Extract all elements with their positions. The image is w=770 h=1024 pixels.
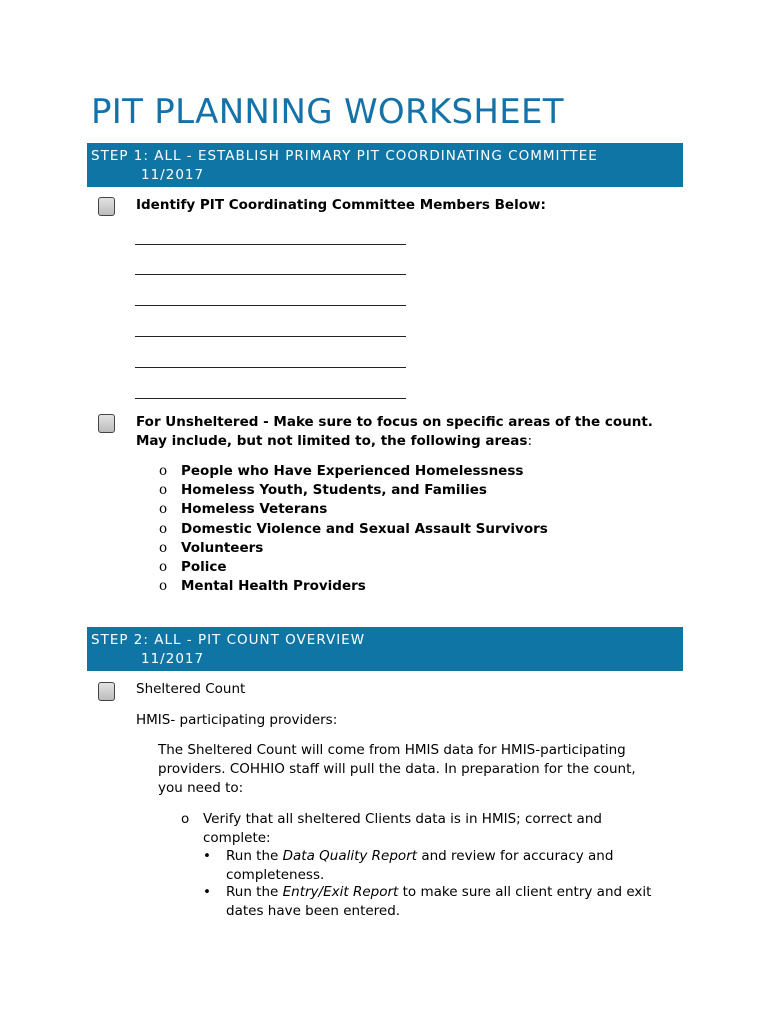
- data-quality-item: • Run the Data Quality Report and review for accuracy and completeness.: [203, 848, 614, 883]
- step1-task2-checkbox[interactable]: [98, 414, 115, 433]
- focus-areas-list: [159, 462, 548, 596]
- step1-date: 11/2017: [141, 167, 205, 183]
- step1-heading-bar: [87, 143, 683, 187]
- step2-task1-label: Sheltered Count: [136, 681, 246, 697]
- step1-task1-label: Identify PIT Coordinating Committee Members Below:: [136, 197, 546, 213]
- step2-task1-checkbox[interactable]: [98, 682, 115, 701]
- sheltered-count-paragraph: The Sheltered Count will come from HMIS data for HMIS-participating providers. COHHIO staff will pull the data. In preparation for the count, you need to:: [158, 742, 636, 796]
- step2-date: 11/2017: [141, 651, 205, 667]
- committee-member-blank-6[interactable]: [135, 398, 406, 399]
- committee-member-blank-1[interactable]: [135, 244, 406, 245]
- list-item: o Homeless Veterans: [159, 501, 328, 518]
- hmis-label: HMIS- participating providers:: [136, 712, 338, 728]
- committee-member-blank-5[interactable]: [135, 367, 406, 368]
- page-title: PIT PLANNING WORKSHEET: [91, 92, 564, 132]
- committee-member-blank-2[interactable]: [135, 274, 406, 275]
- list-item: o Homeless Youth, Students, and Families: [159, 482, 487, 499]
- step1-task2-line1: For Unsheltered - Make sure to focus on specific areas of the count.: [136, 414, 653, 430]
- step1-heading: STEP 1: ALL - ESTABLISH PRIMARY PIT COORDINATING COMMITTEE: [91, 148, 598, 164]
- committee-member-blank-4[interactable]: [135, 336, 406, 337]
- step1-task1-checkbox[interactable]: [98, 197, 115, 216]
- list-item: o Police: [159, 558, 227, 575]
- step1-task2-line2: May include, but not limited to, the following areas:: [136, 433, 533, 449]
- entry-exit-item: • Run the Entry/Exit Report to make sure all client entry and exit dates have been entered.: [203, 884, 652, 919]
- list-item: o People who Have Experienced Homelessness: [159, 463, 524, 479]
- step2-heading: STEP 2: ALL - PIT COUNT OVERVIEW: [91, 632, 366, 648]
- step2-heading-bar: [87, 627, 683, 671]
- verify-item: o Verify that all sheltered Clients data is in HMIS; correct and complete:: [181, 811, 602, 846]
- list-item: o Volunteers: [159, 539, 264, 556]
- list-item: o Mental Health Providers: [159, 578, 366, 595]
- list-item: o Domestic Violence and Sexual Assault Survivors: [159, 520, 548, 537]
- committee-member-blank-3[interactable]: [135, 305, 406, 306]
